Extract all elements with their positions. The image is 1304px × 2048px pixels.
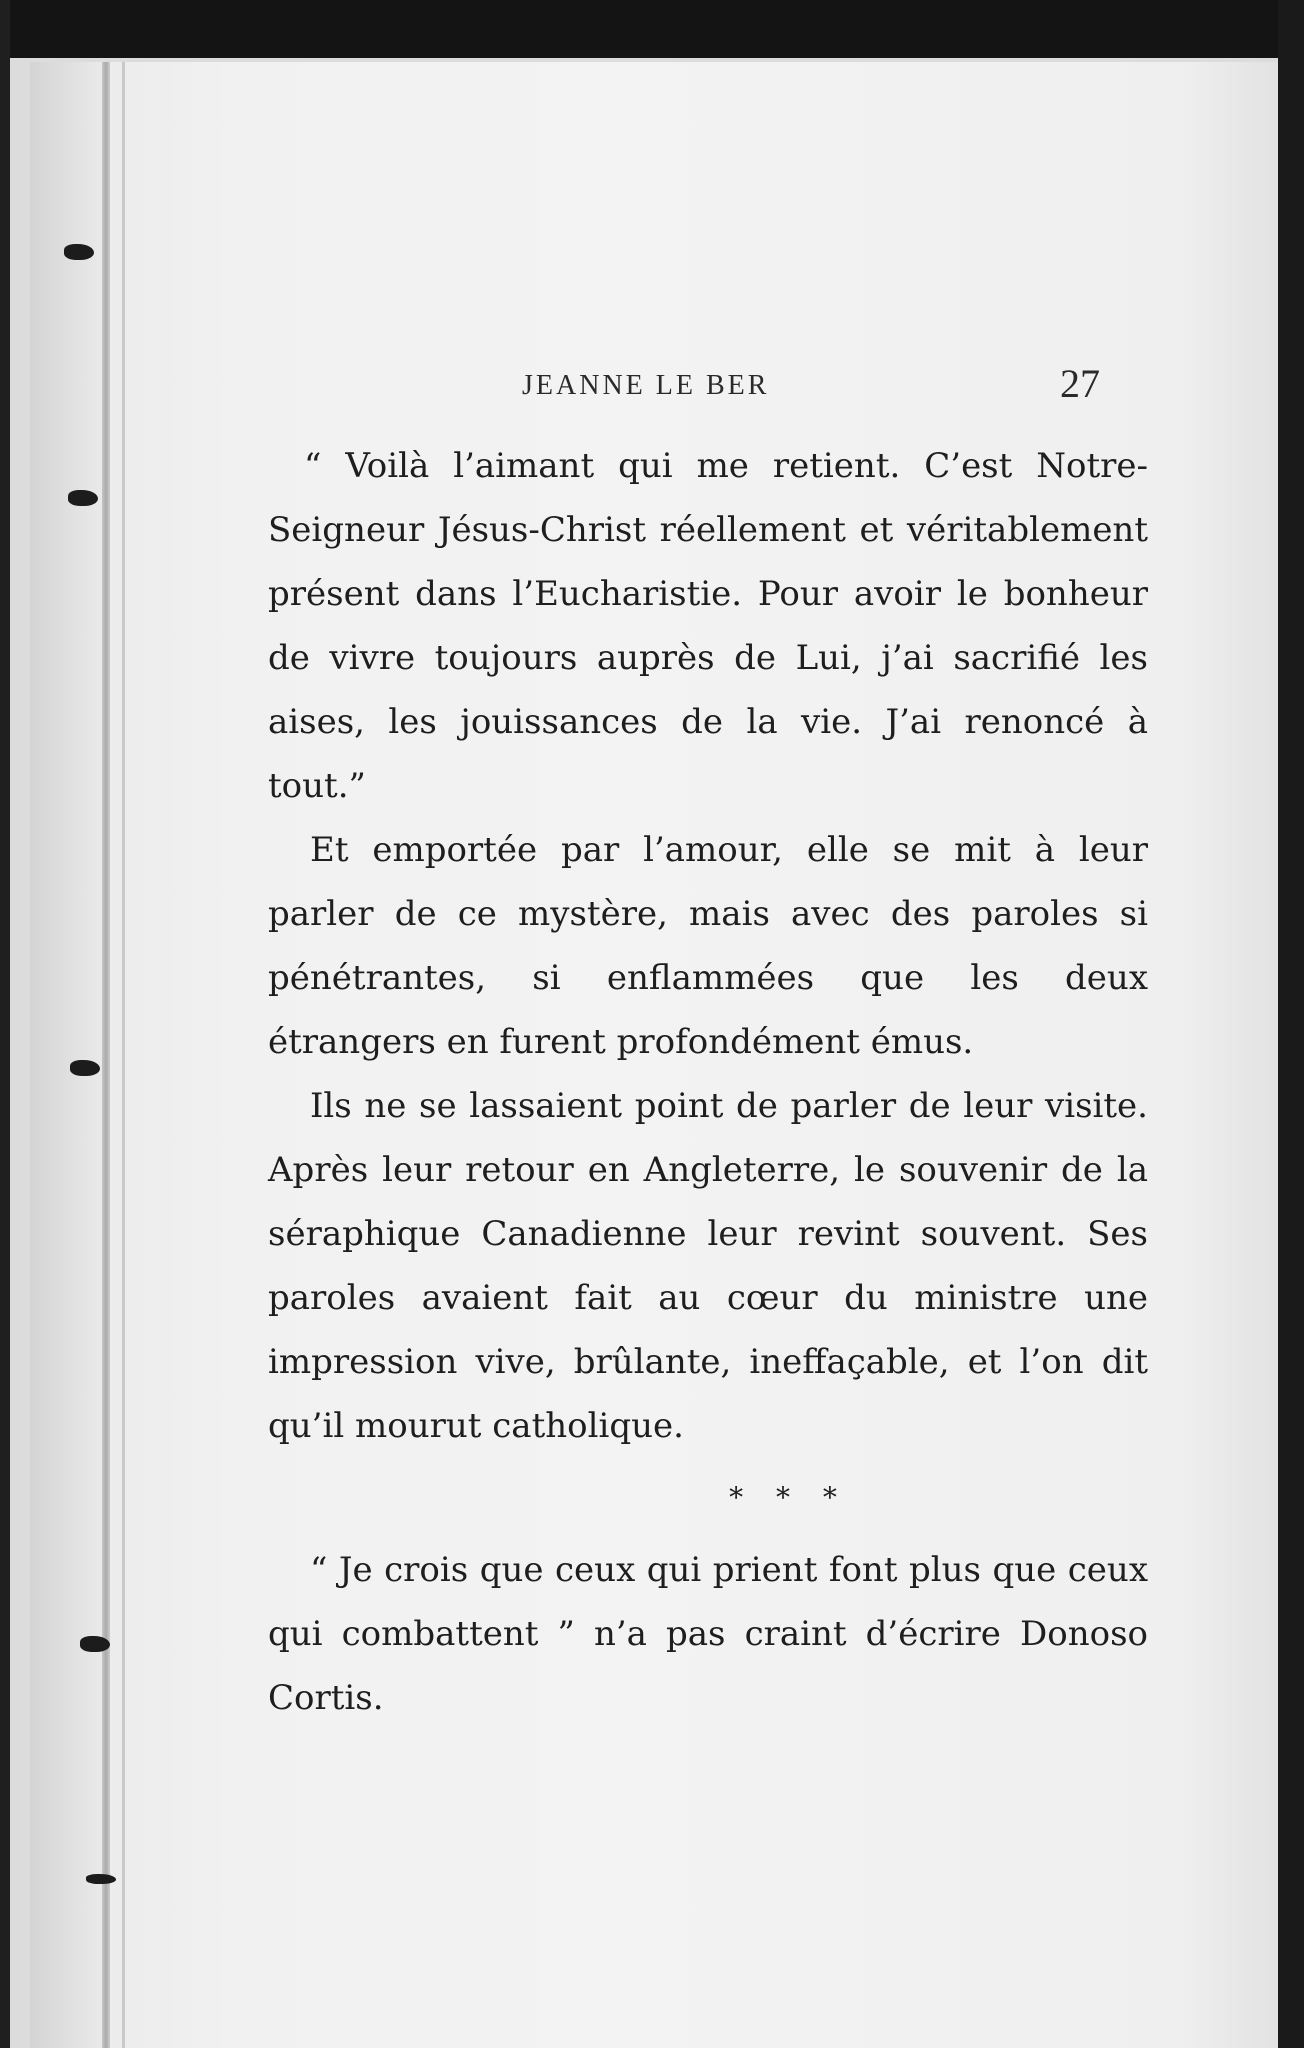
binding-stitch — [80, 1636, 110, 1652]
binding-stitch — [68, 490, 98, 506]
binding-gutter-line — [122, 62, 125, 2048]
binding-stitch — [64, 244, 94, 260]
section-separator: * * * — [729, 1481, 849, 1514]
paragraph: Ils ne se lassaient point de parler de leur visite. Après leur retour en Angleterre, le souvenir de la séraphique Canadienne leur revint souvent. Ses paroles avaient fait au cœur du ministre une impression vive, brûlante, ineffaçable, et l’on dit qu’il mourut catholique. — [268, 1086, 1148, 1446]
page-header — [30, 362, 1278, 422]
scan-border-left — [0, 0, 10, 2048]
scan-border-top — [0, 0, 1304, 58]
paragraph: Et emportée par l’amour, elle se mit à leur parler de ce mystère, mais avec des paroles si pénétrantes, si enflammées que les deux étrangers en furent profondément émus. — [268, 830, 1148, 1062]
page-number: 27 — [1060, 361, 1100, 406]
paragraph: “ Je crois que ceux qui prient font plus que ceux qui combattent ” n’a pas craint d’écrire Donoso Cortis. — [268, 1550, 1148, 1718]
paragraph: “ Voilà l’aimant qui me retient. C’est Notre-Seigneur Jésus-Christ réellement et véritablement présent dans l’Eucharistie. Pour avoir le bonheur de vivre toujours auprès de Lui, j’ai sacrifié les aises, les jouissances de la vie. J’ai renoncé à tout.” — [268, 446, 1148, 806]
running-title: JEANNE LE BER — [522, 370, 770, 401]
binding-stitch — [86, 1874, 116, 1884]
binding-stitch — [70, 1060, 100, 1076]
body-text — [268, 434, 1148, 1730]
book-page — [30, 62, 1278, 2048]
binding-gutter — [102, 62, 110, 2048]
scan-border-right — [1278, 0, 1304, 2048]
